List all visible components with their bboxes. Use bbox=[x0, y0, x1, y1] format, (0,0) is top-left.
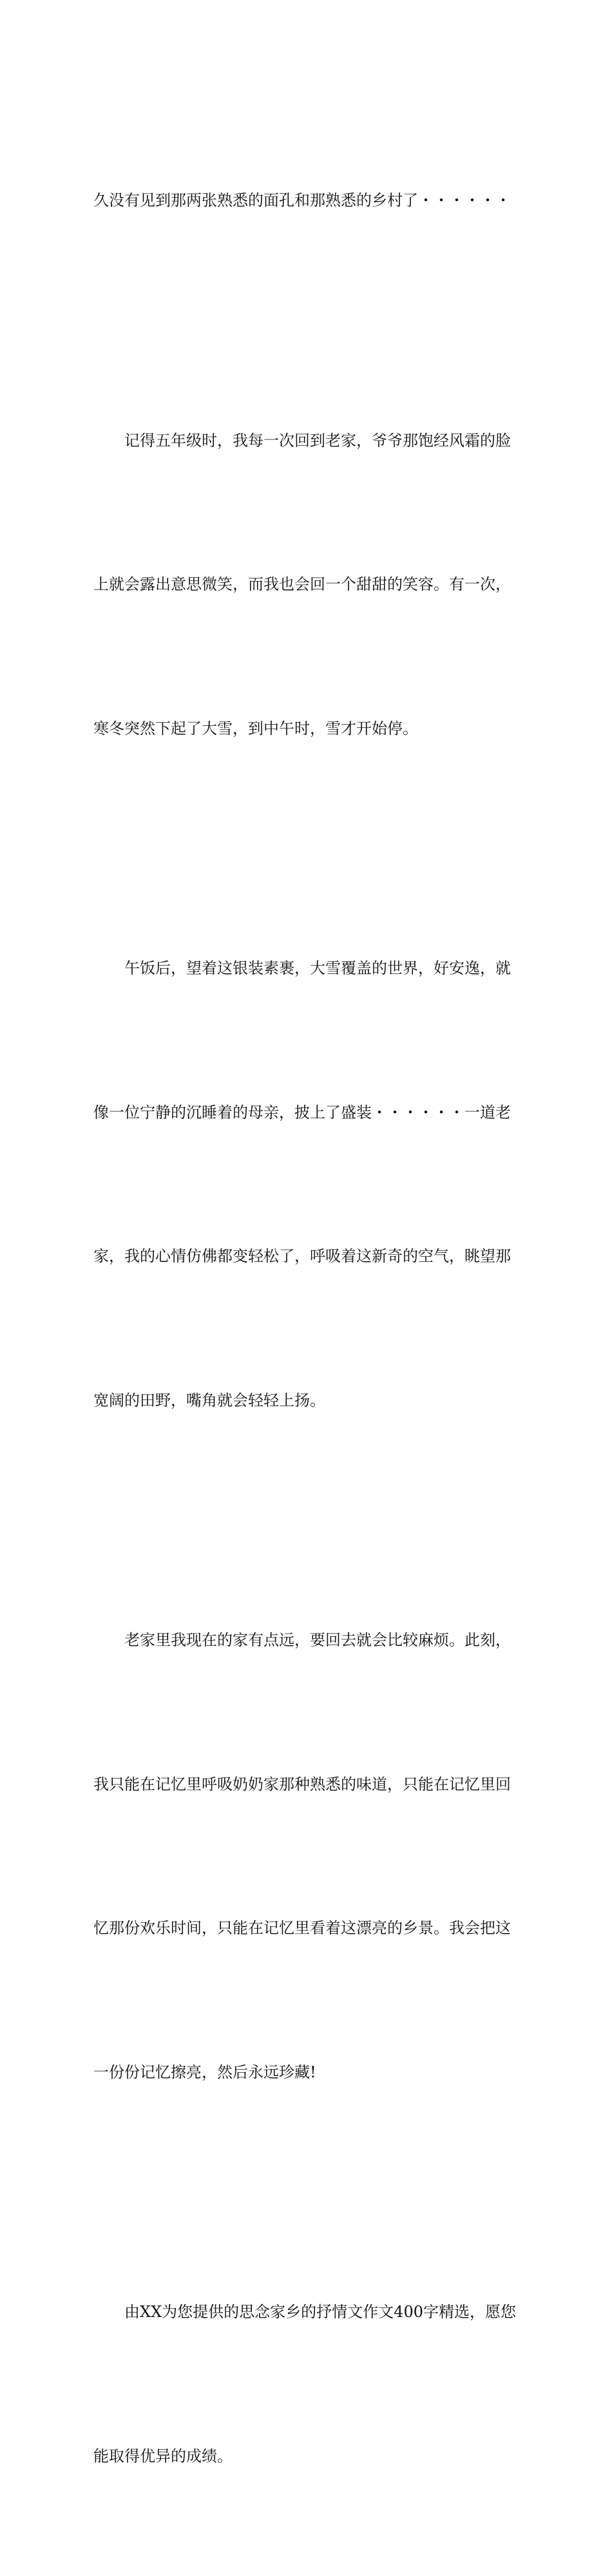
text-line: 家，我的心情仿佛都变轻松了，呼吸着这新奇的空气，眺望那 bbox=[93, 1247, 511, 1265]
text-line: 记得五年级时，我每一次回到老家，爷爷那饱经风霜的脸 bbox=[124, 431, 511, 450]
text-line: 忆那份欢乐时间，只能在记忆里看着这漂亮的乡景。我会把这 bbox=[93, 1919, 511, 1937]
paragraph-5 bbox=[93, 2192, 522, 2576]
text-line: 能取得优异的成绩。 bbox=[93, 2447, 233, 2465]
text-line: 由XX为您提供的思念家乡的抒情文作文400字精选，愿您 bbox=[124, 2303, 516, 2321]
text-line: 我只能在记忆里呼吸奶奶家那种熟悉的味道，只能在记忆里回 bbox=[93, 1775, 511, 1793]
text-line: 像一位宁静的沉睡着的母亲，披上了盛装・・・・・・一道老 bbox=[93, 1103, 511, 1121]
text-line: 老家里我现在的家有点远，要回去就会比较麻烦。此刻， bbox=[124, 1631, 511, 1649]
paragraph-1 bbox=[93, 81, 522, 321]
text-line: 寒冬突然下起了大雪，到中午时，雪才开始停。 bbox=[93, 719, 418, 738]
paragraph-2 bbox=[93, 321, 522, 849]
text-line: 久没有见到那两张熟悉的面孔和那熟悉的乡村了・・・・・・ bbox=[93, 191, 511, 209]
text-line: 午饭后，望着这银装素裹，大雪覆盖的世界，好安逸，就 bbox=[124, 959, 511, 977]
text-line: 一份份记忆擦亮，然后永远珍藏! bbox=[93, 2063, 316, 2081]
text-line: 上就会露出意思微笑，而我也会回一个甜甜的笑容。有一次， bbox=[93, 575, 511, 593]
paragraph-3 bbox=[93, 848, 522, 1520]
document-body bbox=[93, 81, 522, 2576]
text-line: 宽阔的田野，嘴角就会轻轻上扬。 bbox=[93, 1391, 325, 1409]
paragraph-4 bbox=[93, 1520, 522, 2192]
